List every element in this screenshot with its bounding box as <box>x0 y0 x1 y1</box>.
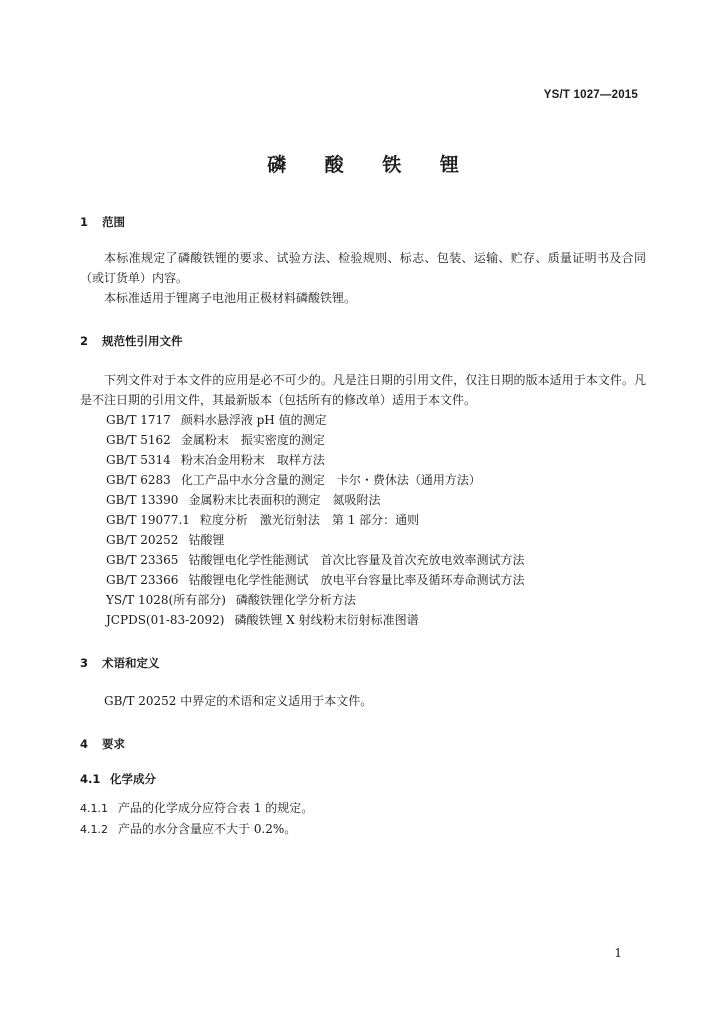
subsection-4-1-heading <box>80 771 156 787</box>
section-title: 规范性引用文件 <box>102 334 183 348</box>
reference-item <box>106 470 524 490</box>
section-title: 要求 <box>102 737 125 751</box>
reference-list <box>106 410 524 630</box>
reference-item <box>106 510 524 530</box>
clause-text: 产品的化学成分应符合表 1 的规定。 <box>118 801 314 815</box>
reference-title: 粒度分析 激光衍射法 第 1 部分：通则 <box>199 513 420 527</box>
reference-title: 化工产品中水分含量的测定 卡尔・费休法（通用方法） <box>180 473 481 487</box>
page-number: 1 <box>614 946 622 960</box>
reference-title: 磷酸铁锂化学分析方法 <box>235 593 356 607</box>
reference-item <box>106 450 524 470</box>
reference-code: GB/T 20252 <box>106 533 179 547</box>
subsection-title: 化学成分 <box>110 772 156 786</box>
reference-item <box>106 550 524 570</box>
reference-title: 钴酸锂 <box>188 533 225 547</box>
section-number: 1 <box>80 215 89 229</box>
reference-code: GB/T 5314 <box>106 453 171 467</box>
clause-4-1-2 <box>80 819 296 840</box>
reference-item <box>106 590 524 610</box>
reference-code: GB/T 23366 <box>106 573 179 587</box>
section-3-heading <box>80 655 160 671</box>
reference-code: GB/T 1717 <box>106 413 171 427</box>
reference-item <box>106 410 524 430</box>
clause-text: 产品的水分含量应不大于 0.2%。 <box>118 822 297 836</box>
reference-item <box>106 490 524 510</box>
reference-code: YS/T 1028(所有部分) <box>106 593 226 607</box>
section-number: 2 <box>80 334 89 348</box>
reference-title: 金属粉末 振实密度的测定 <box>180 433 325 447</box>
section-number: 3 <box>80 656 89 670</box>
section-number: 4 <box>80 737 89 751</box>
reference-code: GB/T 19077.1 <box>106 513 190 527</box>
reference-item <box>106 430 524 450</box>
subsection-number: 4.1 <box>80 772 101 786</box>
scope-paragraph-1: 本标准规定了磷酸铁锂的要求、试验方法、检验规则、标志、包装、运输、贮存、质量证明书及合同（或订货单）内容。 <box>80 251 646 285</box>
terms-paragraph: GB/T 20252 中界定的术语和定义适用于本文件。 <box>104 694 373 708</box>
reference-title: 粉末冶金用粉末 取样方法 <box>180 453 325 467</box>
references-intro: 下列文件对于本文件的应用是必不可少的。凡是注日期的引用文件，仅注日期的版本适用于本文件。凡是不注日期的引用文件，其最新版本（包括所有的修改单）适用于本文件。 <box>80 373 646 407</box>
reference-title: 金属粉末比表面积的测定 氮吸附法 <box>188 493 381 507</box>
section-4-heading <box>80 736 125 752</box>
clause-number: 4.1.1 <box>80 802 108 815</box>
standard-code: YS/T 1027—2015 <box>543 89 638 101</box>
reference-item <box>106 530 524 550</box>
clause-number: 4.1.2 <box>80 823 108 836</box>
reference-title: 钴酸锂电化学性能测试 首次比容量及首次充放电效率测试方法 <box>188 553 525 567</box>
reference-item <box>106 610 524 630</box>
reference-code: GB/T 13390 <box>106 493 179 507</box>
scope-paragraph-2: 本标准适用于锂离子电池用正极材料磷酸铁锂。 <box>104 291 357 305</box>
reference-title: 颜料水悬浮液 pH 值的测定 <box>180 413 327 427</box>
reference-title: 钴酸锂电化学性能测试 放电平台容量比率及循环寿命测试方法 <box>188 573 525 587</box>
document-title: 磷 酸 铁 锂 <box>267 154 475 176</box>
reference-code: GB/T 5162 <box>106 433 171 447</box>
section-1-heading <box>80 214 125 230</box>
reference-item <box>106 570 524 590</box>
section-2-heading <box>80 333 183 349</box>
section-title: 范围 <box>102 215 125 229</box>
reference-code: GB/T 6283 <box>106 473 171 487</box>
clause-4-1-1 <box>80 798 313 819</box>
section-title: 术语和定义 <box>102 656 160 670</box>
reference-code: GB/T 23365 <box>106 553 179 567</box>
reference-code: JCPDS(01-83-2092) <box>106 613 225 627</box>
reference-title: 磷酸铁锂 X 射线粉末衍射标准图谱 <box>234 613 419 627</box>
